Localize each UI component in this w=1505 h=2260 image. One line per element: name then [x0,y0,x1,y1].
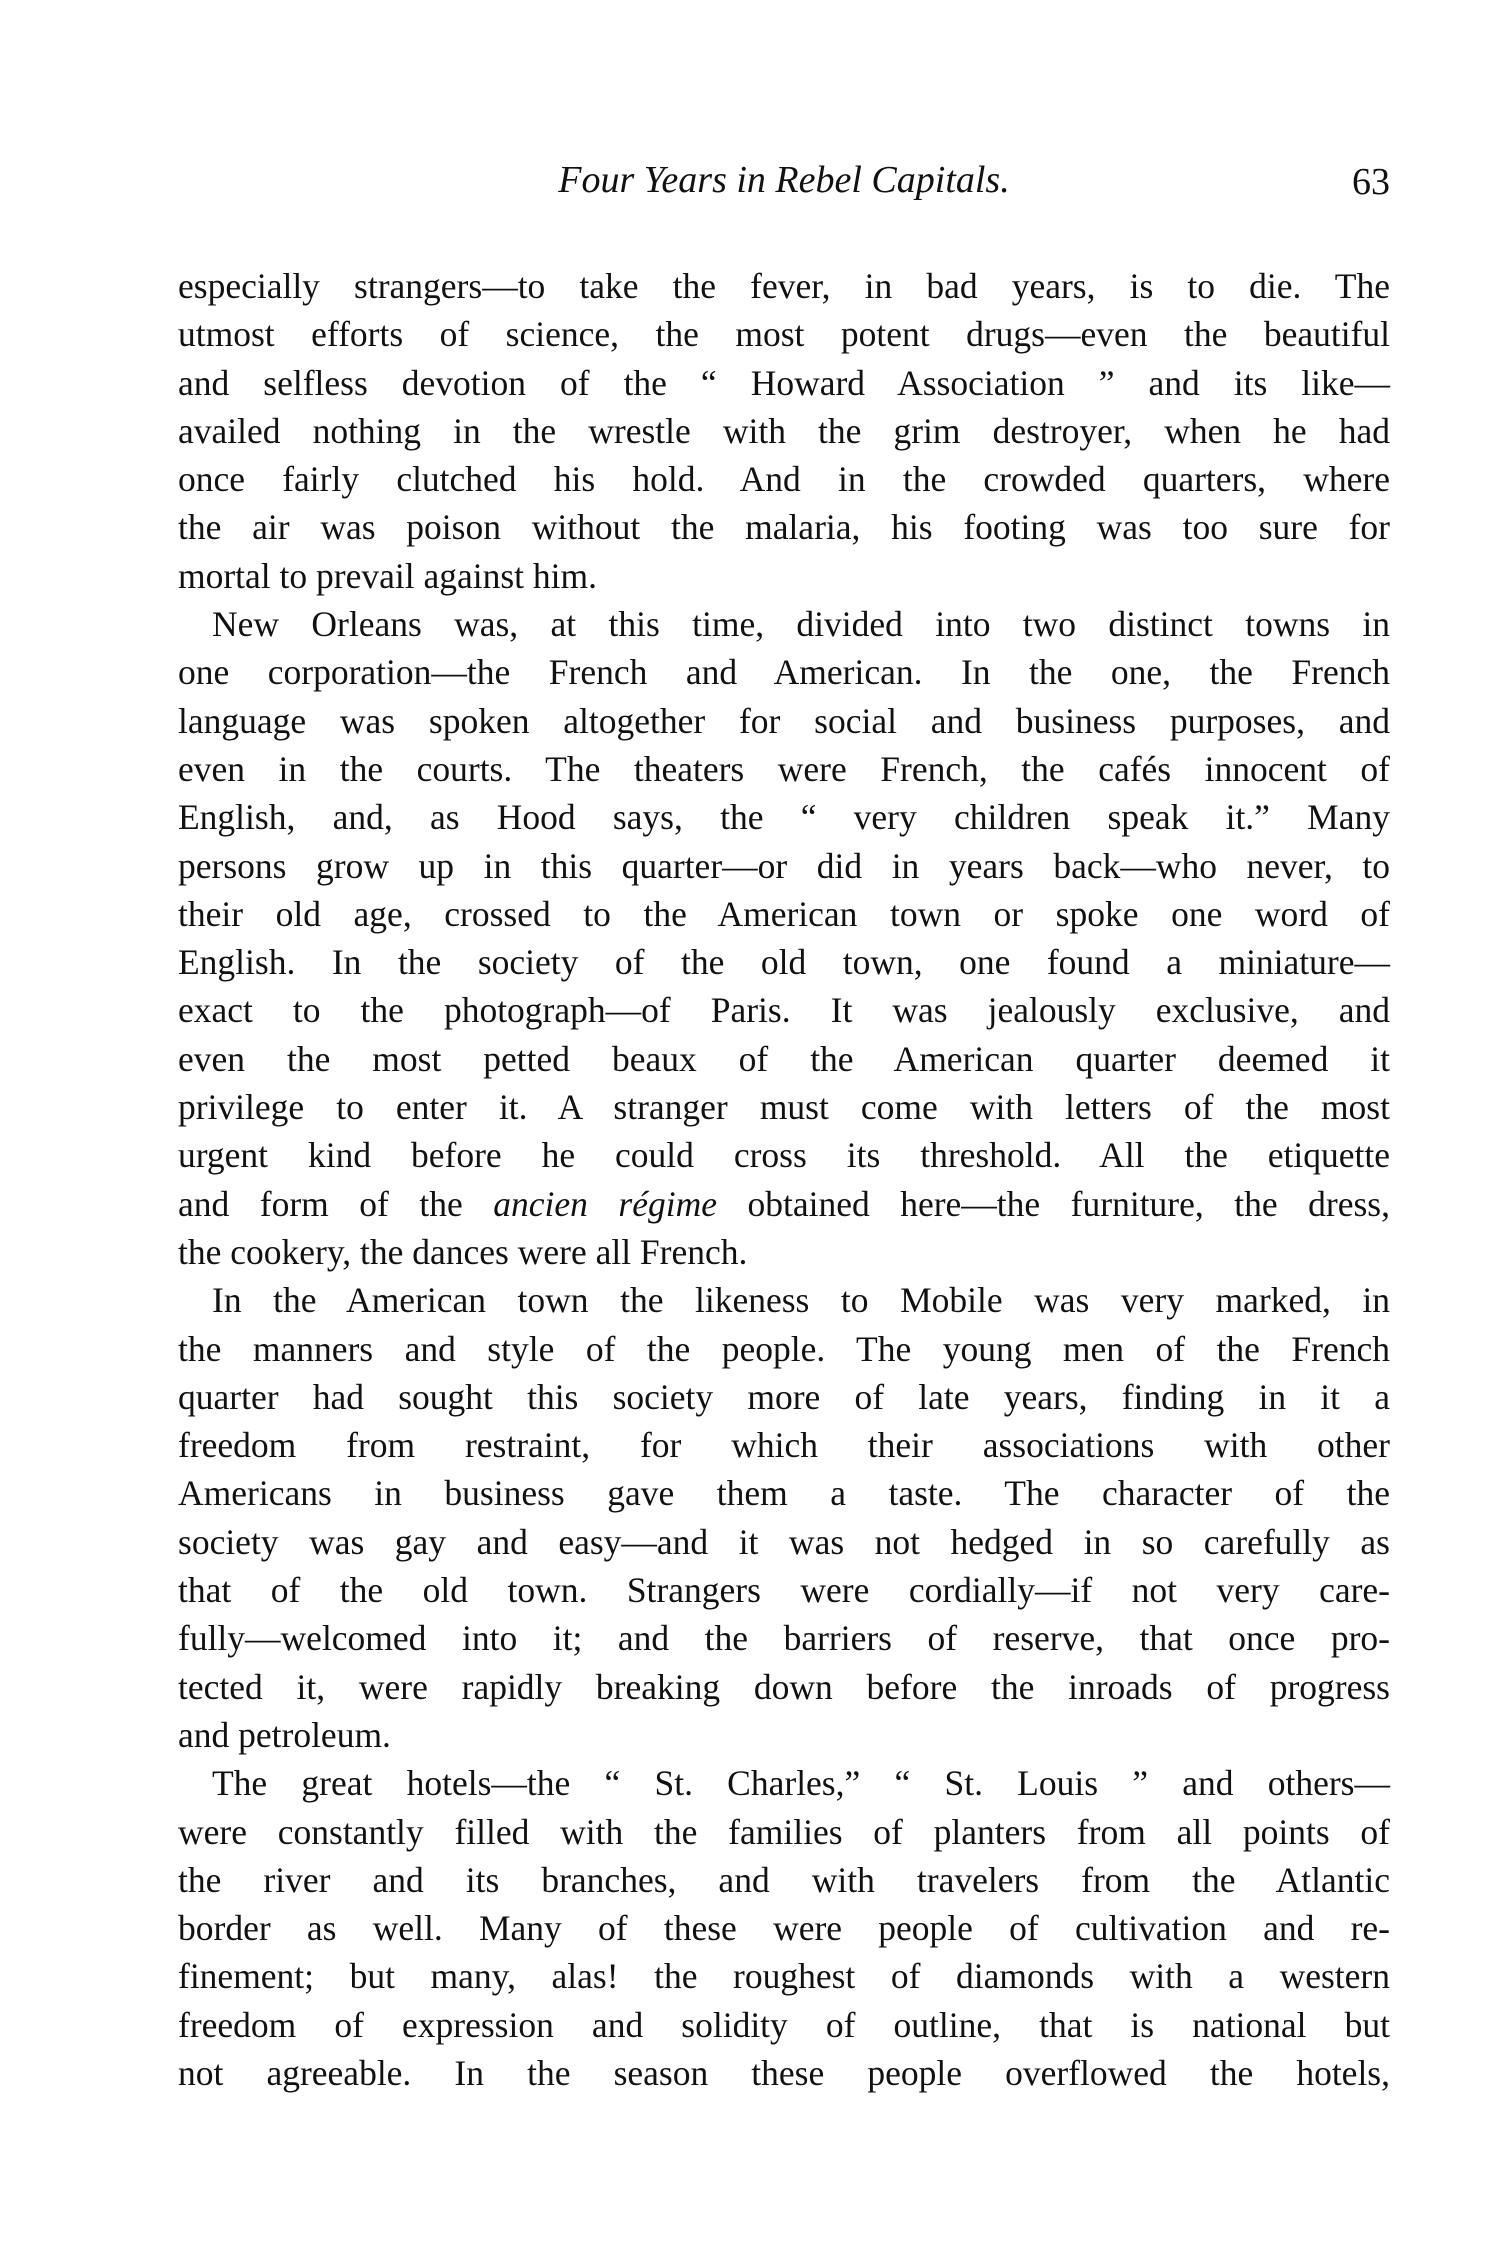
paragraph [178,1276,1390,1759]
text-line: even in the courts. The theaters were French, the cafés innocent of [178,748,1390,789]
text-line: even the most petted beaux of the American quarter deemed it [178,1038,1390,1079]
text-line: border as well. Many of these were people of cultivation and re- [178,1908,1390,1949]
text-line: finement; but many, alas! the roughest of diamonds with a western [178,1956,1390,1997]
text-line: and selfless devotion of the “ Howard Association ” and its like— [178,362,1390,403]
text-line: urgent kind before he could cross its threshold. All the etiquette [178,1135,1390,1176]
text-line: privilege to enter it. A stranger must come with letters of the most [178,1087,1390,1128]
text-line: one corporation—the French and American. In the one, the French [178,652,1390,693]
text-line: and form of the ancien régime obtained here—the furniture, the dress, [178,1183,1390,1224]
text-line: In the American town the likeness to Mobile was very marked, in [212,1280,1390,1321]
text-line: language was spoken altogether for social and business purposes, and [178,700,1390,741]
text-line: English. In the society of the old town, one found a miniature— [178,942,1390,983]
text-line: fully—welcomed into it; and the barriers of reserve, that once pro- [178,1618,1390,1659]
text-line: exact to the photograph—of Paris. It was jealously exclusive, and [178,990,1390,1031]
text-line: the manners and style of the people. The young men of the French [178,1328,1390,1369]
running-title: Four Years in Rebel Capitals. [558,159,1010,201]
text-line: tected it, were rapidly breaking down before the inroads of progress [178,1666,1390,1707]
running-header [178,158,1390,214]
text-line: society was gay and easy—and it was not hedged in so carefully as [178,1521,1390,1562]
text-line: New Orleans was, at this time, divided into two distinct towns in [212,604,1390,645]
text-line: freedom of expression and solidity of outline, that is national but [178,2004,1390,2045]
text-line: English, and, as Hood says, the “ very children speak it.” Many [178,797,1390,838]
text-line: especially strangers—to take the fever, in bad years, is to die. The [178,266,1390,306]
italic-phrase: ancien régime [493,1183,717,1224]
page-body [178,262,1390,2097]
text-line: freedom from restraint, for which their associations with other [178,1425,1390,1466]
text-line: The great hotels—the “ St. Charles,” “ St. Louis ” and others— [212,1763,1390,1804]
text-line: the cookery, the dances were all French. [178,1231,748,1272]
text-line: were constantly filled with the families of planters from all points of [178,1811,1390,1852]
paragraph [178,262,1390,600]
text-line: that of the old town. Strangers were cordially—if not very care- [178,1570,1390,1611]
text-line: quarter had sought this society more of late years, finding in it a [178,1376,1390,1417]
text-line: persons grow up in this quarter—or did in years back—who never, to [178,845,1390,886]
text-line: the air was poison without the malaria, his footing was too sure for [178,507,1390,548]
paragraph [178,1759,1390,2097]
text-line: mortal to prevail against him. [178,555,597,596]
text-line: availed nothing in the wrestle with the grim destroyer, when he had [178,410,1390,451]
page-number: 63 [1352,161,1390,203]
text-line: and petroleum. [178,1714,391,1755]
text-line: once fairly clutched his hold. And in the crowded quarters, where [178,459,1390,500]
text-line: their old age, crossed to the American town or spoke one word of [178,893,1390,934]
text-line: utmost efforts of science, the most potent drugs—even the beautiful [178,314,1390,355]
text-line: not agreeable. In the season these people overflowed the hotels, [178,2052,1390,2093]
text-line: the river and its branches, and with travelers from the Atlantic [178,1859,1390,1900]
text-line: Americans in business gave them a taste. The character of the [178,1473,1390,1514]
paragraph [178,600,1390,1276]
